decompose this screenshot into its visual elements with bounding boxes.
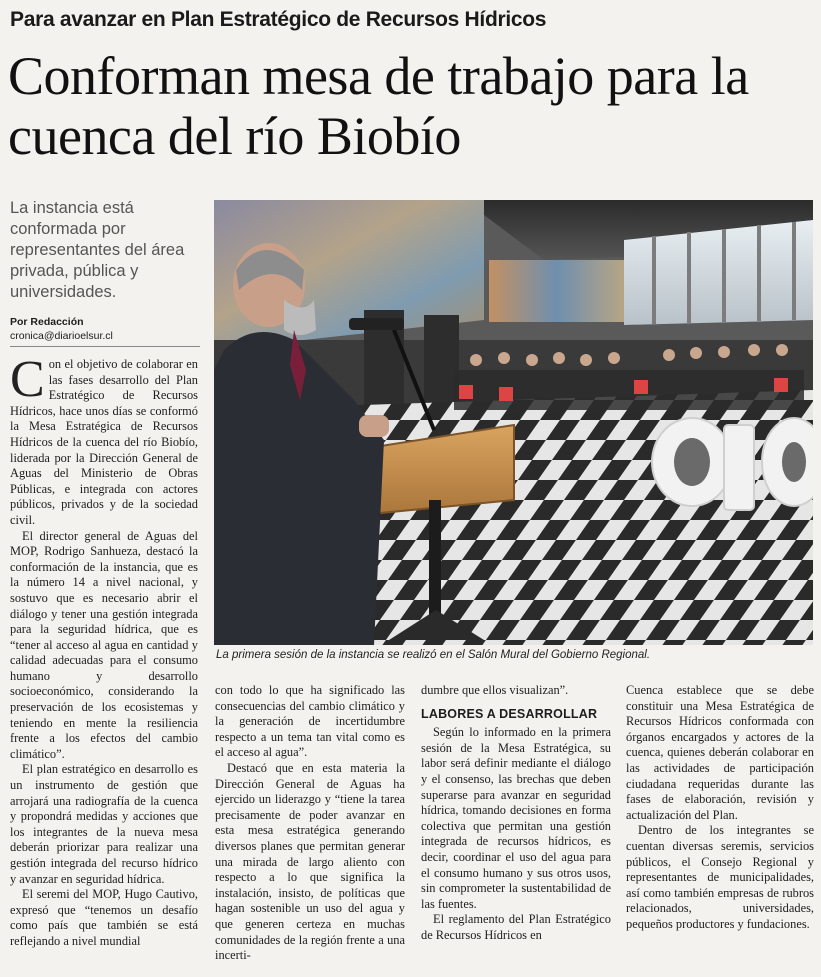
article-column-2 [215, 683, 405, 964]
paragraph: El reglamento del Plan Estratégico de Recursos Hídricos en [421, 912, 611, 942]
subhead: La instancia está conformada por representantes del área privada, pública y universidades. [10, 199, 185, 301]
byline [10, 315, 200, 347]
section-heading: LABORES A DESARROLLAR [421, 706, 598, 721]
paragraph: El seremi del MOP, Hugo Cautivo, expresó que “tenemos un desafío como país que también se está reflejando a nivel mundial [10, 887, 198, 948]
paragraph-continuation: dumbre que ellos visualizan”. [421, 683, 569, 697]
news-photo [214, 200, 813, 645]
paragraph: Destacó que en esta materia la Dirección General de Aguas ha ejercido un liderazgo y “tiene la tarea precisamente de poder avanzar en esta mesa estratégica generando diversos planes que permitan generar una mirada de largo aliento con respecto a lo que significa la instalación, insisto, de políticas que hagan sostenible un uso del agua y que generen certeza en muchas comunidades de la región frente a una incerti- [215, 760, 405, 963]
paragraph-continuation: Cuenca establece que se debe constituir una Mesa Estratégica de Recursos Hídricos conformada con órganos encargados y actores de la cuenca, quienes deberán colaborar en las actividades de participación ciudadana requeridas durante las fases de elaboración, revisión y actualización del Plan. [626, 683, 814, 822]
byline-author: Por Redacción [10, 316, 84, 328]
paragraph [10, 351, 198, 529]
article-column-3 [421, 683, 611, 944]
drop-cap: C [10, 351, 45, 408]
article-column-1 [10, 351, 198, 950]
paragraph-text: on el objetivo de colaborar en las fases desarrollo del Plan Estratégico de Recursos Hídricos, hace unos días se conformó la Mesa Estratégica de Recursos Hídricos de la cuenca del río Biobío, liderada por la Dirección General de Aguas del Ministerio de Obras Públicas, e integrada con actores públicos, privados y de la sociedad civil. [10, 357, 198, 527]
byline-email[interactable]: cronica@diarioelsur.cl [10, 330, 113, 342]
photo-caption: La primera sesión de la instancia se realizó en el Salón Mural del Gobierno Regional. [216, 649, 651, 661]
paragraph: El plan estratégico en desarrollo es un instrumento de gestión que arrojará una radiografía de la cuenca y propondrá medidas y acciones que los integrantes de la nueva mesa deberán priorizar para realizar una gestión integrada del recurso hídrico y avanzar en seguridad hídrica. [10, 762, 198, 886]
paragraph-continuation: con todo lo que ha significado las consecuencias del cambio climático y la generación de incertidumbre respecto a un tema tan vital como es el acceso al agua”. [215, 683, 405, 760]
paragraph: Dentro de los integrantes se cuentan diversas seremis, servicios públicos, el Consejo Regional y representantes de municipalidades, así como también empresas de rubros relacionados, universidades, pequeños productores y fundaciones. [626, 823, 814, 931]
paragraph: Según lo informado en la primera sesión de la Mesa Estratégica, su labor será definir mediante el diálogo y el consenso, las brechas que deben superarse para avanzar en seguridad hídrica, tomando decisiones en forma colectiva que permitan una gestión integrada de recursos hídricos, es decir, coordinar el uso del agua para el consumo humano y sus otros usos, sin comprometer la sustentabilidad de las fuentes. [421, 725, 611, 911]
headline: Conforman mesa de trabajo para la cuenca del río Biobío [8, 46, 749, 166]
photo-illustration [214, 200, 813, 645]
paragraph: El director general de Aguas del MOP, Rodrigo Sanhueza, destacó la conformación de la instancia, que es la número 14 a nivel nacional, y sostuvo que es necesario abrir el diálogo y tener una gestión integrada para la seguridad hídrica, que es “tener al acceso al agua en cantidad y calidad adecuadas para el consumo humano y desarrollo socioeconómico, considerando la preservación de los ecosistemas y teniendo en mente la resiliencia frente a los efectos del cambio climático”. [10, 528, 198, 761]
kicker: Para avanzar en Plan Estratégico de Recursos Hídricos [10, 8, 547, 31]
article-column-4 [626, 683, 814, 933]
